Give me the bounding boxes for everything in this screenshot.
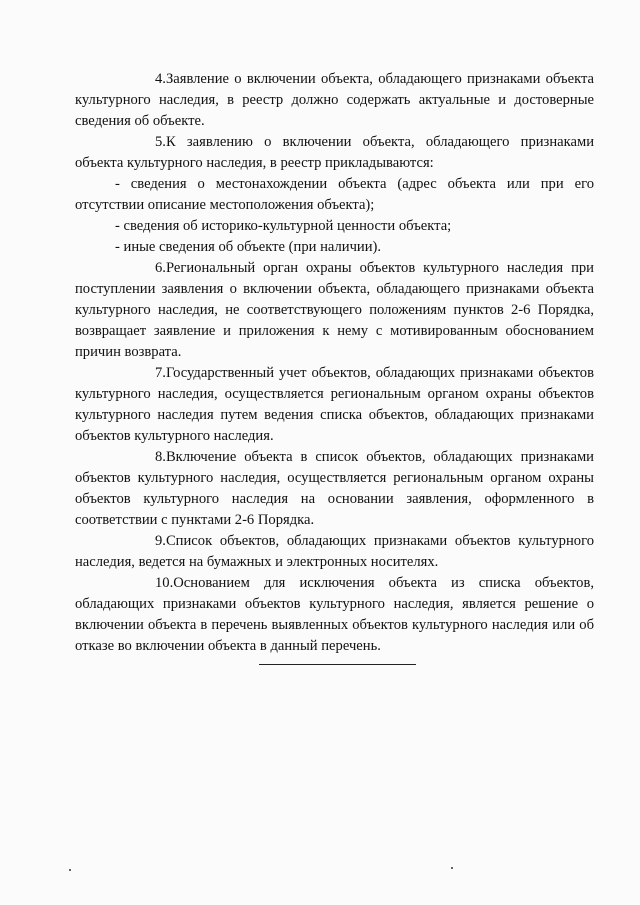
- paragraph-9: [75, 531, 594, 573]
- bullet-location: - сведения о местонахождении объекта (адрес объекта или при его отсутствии описание местоположения объекта);: [75, 176, 594, 213]
- scan-artifact-dot: [69, 869, 71, 871]
- scan-artifact-dot: [451, 867, 453, 869]
- paragraph-text: Заявление о включении объекта, обладающего признаками объекта культурного наследия, в реестр должно содержать актуальные и достоверные сведения об объекте.: [75, 71, 594, 129]
- paragraph-text: Основанием для исключения объекта из списка объектов, обладающих признаками объектов культурного наследия, является решение о включении объекта в перечень выявленных объектов культурного наследия или об отказе во включении объекта в данный перечень.: [75, 575, 594, 654]
- document-body: [75, 69, 594, 657]
- bullet-historical-value: - сведения об историко-культурной ценности объекта;: [115, 218, 452, 234]
- paragraph-number: 9.: [155, 533, 166, 549]
- paragraph-8: [75, 447, 594, 531]
- paragraph-number: 6.: [155, 260, 166, 276]
- paragraph-number: 5.: [155, 134, 166, 150]
- paragraph-text: К заявлению о включении объекта, обладающего признаками объекта культурного наследия, в реестр прикладываются:: [75, 134, 594, 171]
- paragraph-number: 10.: [155, 575, 174, 591]
- paragraph-7: [75, 363, 594, 447]
- end-separator-line: [259, 664, 416, 665]
- bullet-other-info: - иные сведения об объекте (при наличии).: [115, 239, 382, 255]
- paragraph-text: Включение объекта в список объектов, обладающих признаками объектов культурного наследия, осуществляется региональным органом охраны объектов культурного наследия на основании заявления, оформленного в соответствии с пунктами 2-6 Порядка.: [75, 449, 594, 528]
- paragraph-number: 4.: [155, 71, 166, 87]
- paragraph-number: 7.: [155, 365, 166, 381]
- paragraph-10: [75, 573, 594, 657]
- paragraph-text: Государственный учет объектов, обладающих признаками объектов культурного наследия, осуществляется региональным органом охраны объектов культурного наследия путем ведения списка объектов, обладающих признаками объектов культурного наследия.: [75, 365, 594, 444]
- paragraph-text: Список объектов, обладающих признаками объектов культурного наследия, ведется на бумажных и электронных носителях.: [75, 533, 594, 570]
- paragraph-text: Региональный орган охраны объектов культурного наследия при поступлении заявления о включении объекта, обладающего признаками объекта культурного наследия, не соответствующего положениям пунктов 2-6 Порядка, возвращает заявление и приложения к нему с мотивированным обоснованием причин возврата.: [75, 260, 594, 360]
- paragraph-5: [75, 132, 594, 174]
- paragraph-number: 8.: [155, 449, 166, 465]
- paragraph-4: [75, 69, 594, 132]
- paragraph-6: [75, 258, 594, 363]
